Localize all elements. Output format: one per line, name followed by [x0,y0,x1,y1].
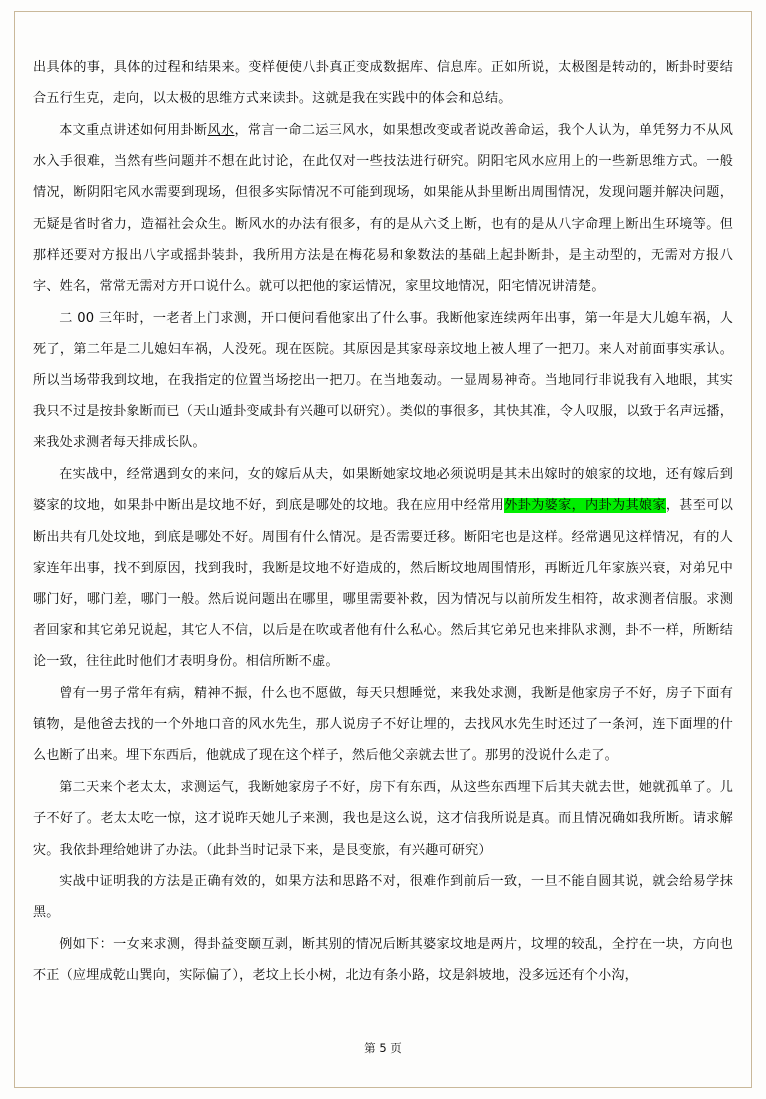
paragraph [33,52,733,114]
text-run: 第二天来个老太太，求测运气，我断她家房子不好，房下有东西，从这些东西埋下后其夫就去世，她就孤单了。儿子不好了。老太太吃一惊，这才说昨天她儿子来测，我也是这么说，这才信我所说是真。而且情况确如我所断。请求解灾。我依卦理给她讲了办法。（此卦当时记录下来，是艮变旅，有兴趣可研究） [33,780,733,858]
text-run: 本文重点讲述如何用卦断 [59,122,208,138]
text-run: 在实战中，经常遇到女的来问，女的嫁后从夫，如果断她家坟地必须说明是其未出嫁时的娘家的坟地，还有嫁后到婆家的坟地，如果卦中断出是坟地不好，到底是哪处的坟地。我在应用中经常用 [33,467,733,514]
page-number: 第 5 页 [364,1041,402,1055]
paragraph [33,929,733,991]
underlined-text: 风水 [207,122,235,138]
text-run: ，常言一命二运三风水，如果想改变或者说改善命运，我个人认为，单凭努力不从风水入手很难，当然有些问题并不想在此讨论，在此仅对一些技法进行研究。阴阳宅风水应用上的一些新思维方式。一般情况，断阴阳宅风水需要到现场，但很多实际情况不可能到现场，如果能从卦里断出周围情况，发现问题并解决问题，无疑是省时省力，造福社会众生。断风水的办法有很多，有的是从六爻上断，也有的是从八字命理上断出生环境等。但那样还要对方报出八字或摇卦装卦，我所用方法是在梅花易和象数法的基础上起卦断卦，是主动型的，无需对方报八字、姓名，常常无需对方开口说什么。就可以把他的家运情况，家里坟地情况，阳宅情况讲清楚。 [33,122,733,294]
highlighted-text: 外卦为婆家，内卦为其娘家 [504,498,666,514]
text-run: 实战中证明我的方法是正确有效的，如果方法和思路不对，很难作到前后一致，一旦不能自圆其说，就会给易学抹黑。 [33,874,733,921]
paragraph [33,115,733,302]
paragraph [33,303,733,459]
text-run: ，甚至可以断出共有几处坟地，到底是哪处不好。周围有什么情况。是否需要迁移。断阳宅也是这样。经常遇见这样情况，有的人家连年出事，找不到原因，找到我时，我断是坟地不好造成的，然后断坟地周围情形，再断近几年家族兴衰，对弟兄中哪门好，哪门差，哪门一般。然后说问题出在哪里，哪里需要补救，因为情况与以前所发生相符，故求测者信服。求测者回家和其它弟兄说起，其它人不信，以后是在吹或者他有什么私心。然后其它弟兄也来排队求测，卦不一样，所断结论一致，往往此时他们才表明身份。相信所断不虚。 [33,498,733,670]
text-run: 例如下：一女来求测，得卦益变颐互剥，断其别的情况后断其婆家坟地是两片，坟埋的较乱，全拧在一块，方向也不正（应埋成乾山巽向，实际偏了），老坟上长小树，北边有条小路，坟是斜坡地，没多远还有个小沟， [33,937,733,984]
document-body [33,52,733,992]
text-run: 二 00 三年时，一老者上门求测，开口便问看他家出了什么事。我断他家连续两年出事，第一年是大儿媳车祸，人死了，第二年是二儿媳妇车祸，人没死。现在医院。其原因是其家母亲坟地上被人埋了一把刀。来人对前面事实承认。所以当场带我到坟地，在我指定的位置当场挖出一把刀。在当地轰动。一显周易神奇。当地同行非说我有入地眼，其实我只不过是按卦象断而已（天山遁卦变咸卦有兴趣可以研究）。类似的事很多，其快其准，令人叹服，以致于名声远播，来我处求测者每天排成长队。 [33,310,733,451]
paragraph [33,459,733,677]
text-run: 曾有一男子常年有病，精神不振，什么也不愿做，每天只想睡觉，来我处求测，我断是他家房子不好，房子下面有镇物，是他爸去找的一个外地口音的风水先生，那人说房子不好让埋的，去找风水先生时还过了一条河，连下面埋的什么也断了出来。埋下东西后，他就成了现在这个样子，然后他父亲就去世了。那男的没说什么走了。 [33,686,733,764]
text-run: 出具体的事，具体的过程和结果来。变样便使八卦真正变成数据库、信息库。正如所说，太极图是转动的，断卦时要结合五行生克，走向，以太极的思维方式来读卦。这就是我在实践中的体会和总结。 [33,60,733,107]
paragraph [33,678,733,772]
paragraph [33,866,733,928]
paragraph [33,772,733,866]
